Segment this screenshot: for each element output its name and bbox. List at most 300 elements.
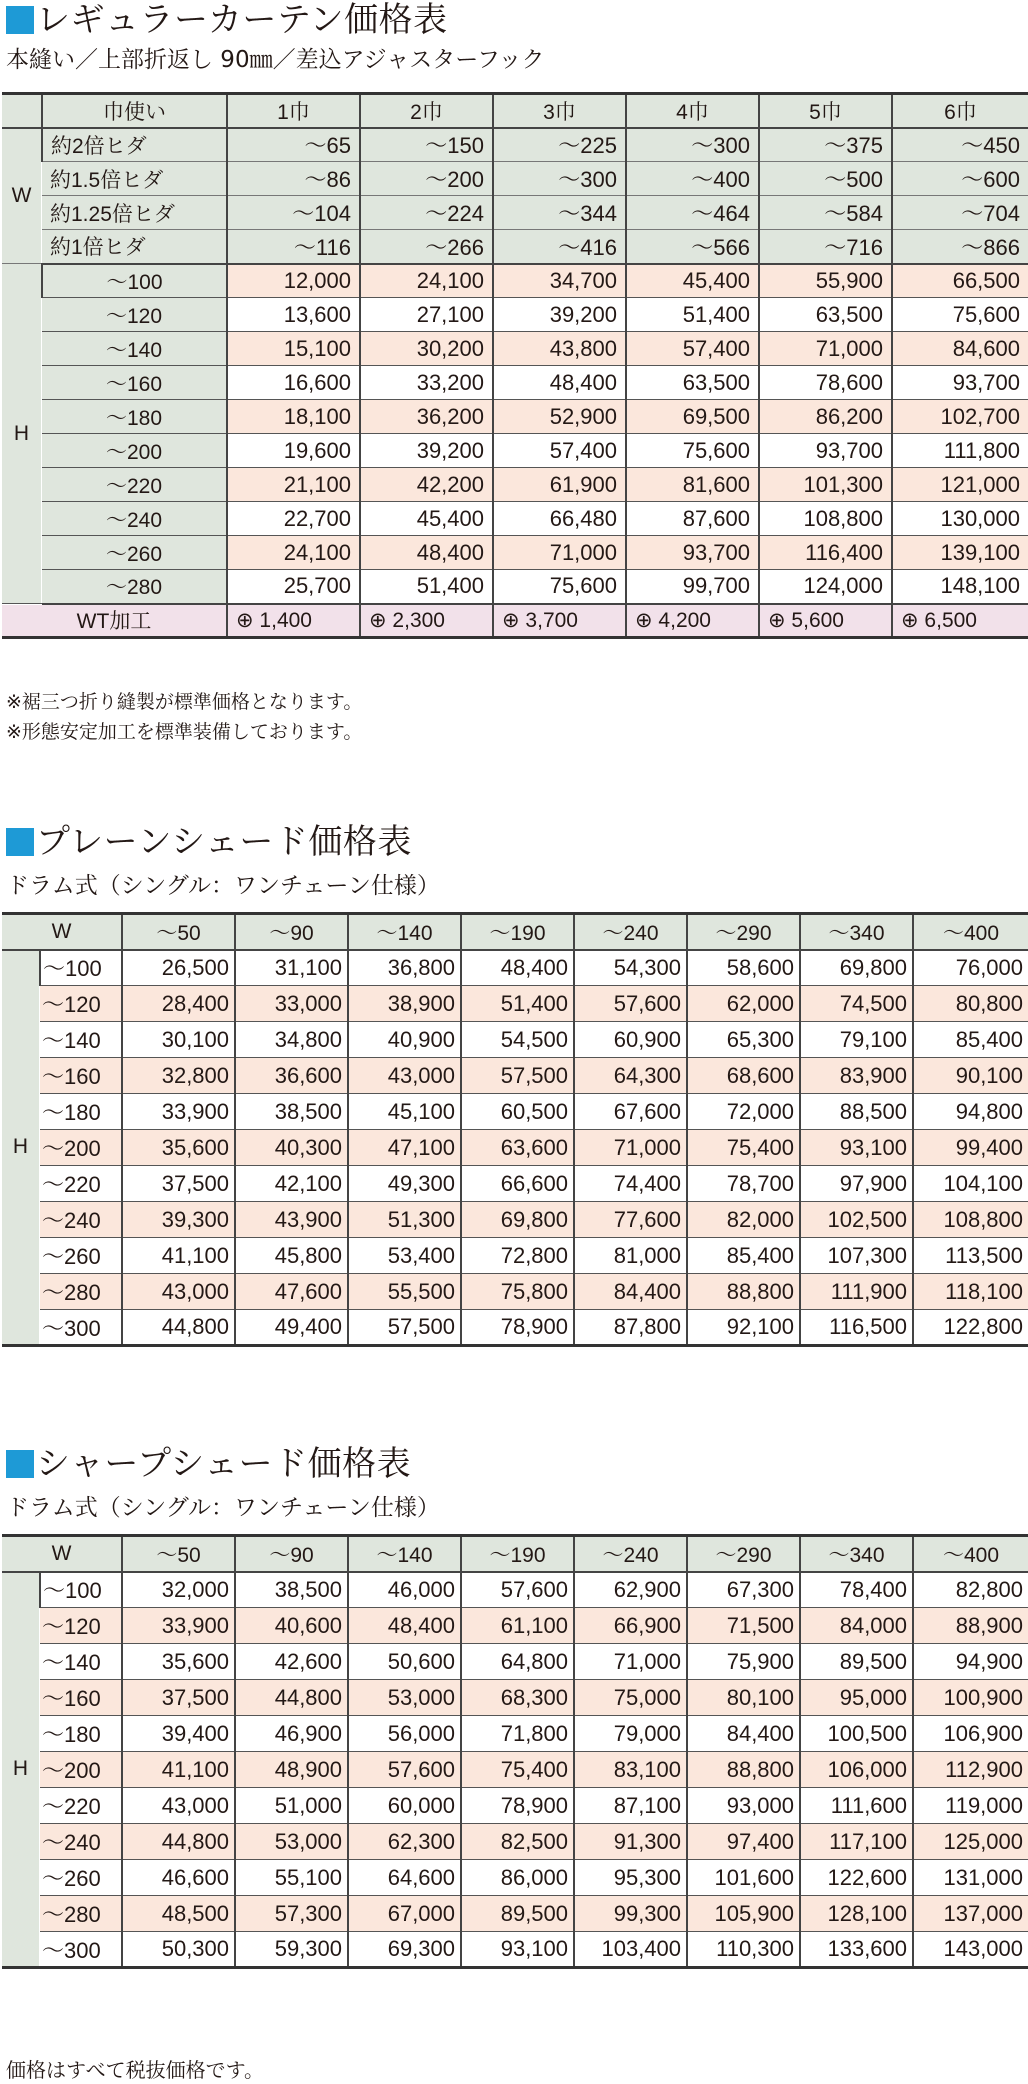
- column-header: ～50: [122, 914, 235, 950]
- table-cell: 71,000: [493, 536, 626, 570]
- column-header: ～400: [913, 1536, 1028, 1572]
- plain-title: プレーンシェード価格表: [6, 822, 412, 862]
- table-cell: 35,600: [122, 1644, 235, 1680]
- table-cell: 81,600: [626, 468, 759, 502]
- blue-square-icon: [6, 828, 34, 856]
- regular-subtitle: 本縫い／上部折返し 90㎜／差込アジャスターフック: [6, 47, 545, 73]
- table-cell: 87,600: [626, 502, 759, 536]
- row-label: ～140: [40, 1022, 122, 1058]
- table-row: [2, 298, 1028, 332]
- table-cell: ～464: [626, 196, 759, 230]
- table-cell: 59,300: [235, 1932, 348, 1968]
- table-cell: 37,500: [122, 1166, 235, 1202]
- table-cell: ～116: [227, 230, 360, 264]
- table-cell: 71,000: [574, 1130, 687, 1166]
- table-cell: 79,000: [574, 1716, 687, 1752]
- table-cell: 75,000: [574, 1680, 687, 1716]
- table-cell: 78,700: [687, 1166, 800, 1202]
- column-header: ～140: [348, 1536, 461, 1572]
- table-cell: 105,900: [687, 1896, 800, 1932]
- corner-blank: [2, 94, 42, 128]
- table-cell: 42,100: [235, 1166, 348, 1202]
- table-cell: 50,300: [122, 1932, 235, 1968]
- table-cell: 117,100: [800, 1824, 913, 1860]
- table-cell: 122,600: [800, 1860, 913, 1896]
- table-cell: ～500: [759, 162, 892, 196]
- table-cell: 35,600: [122, 1130, 235, 1166]
- table-row: [2, 1130, 1028, 1166]
- row-label: ～300: [40, 1932, 122, 1968]
- table-cell: 39,400: [122, 1716, 235, 1752]
- row-label: ～240: [42, 502, 227, 536]
- table-cell: 45,800: [235, 1238, 348, 1274]
- table-row: [2, 1644, 1028, 1680]
- column-header: ～140: [348, 914, 461, 950]
- table-cell: 38,500: [235, 1572, 348, 1608]
- table-cell: ～150: [360, 128, 493, 162]
- table-row: [2, 536, 1028, 570]
- table-cell: 65,300: [687, 1022, 800, 1058]
- column-header: W: [2, 914, 122, 950]
- table-cell: 57,600: [461, 1572, 574, 1608]
- table-cell: 36,800: [348, 950, 461, 986]
- table-cell: 38,900: [348, 986, 461, 1022]
- table-cell: 93,700: [626, 536, 759, 570]
- row-label: ～180: [40, 1094, 122, 1130]
- table-cell: 78,900: [461, 1788, 574, 1824]
- table-row: [2, 1932, 1028, 1968]
- table-cell: 46,000: [348, 1572, 461, 1608]
- table-cell: 80,800: [913, 986, 1028, 1022]
- table-cell: 143,000: [913, 1932, 1028, 1968]
- table-cell: 119,000: [913, 1788, 1028, 1824]
- column-header: ～290: [687, 1536, 800, 1572]
- table-cell: 72,000: [687, 1094, 800, 1130]
- table-cell: 75,600: [493, 570, 626, 604]
- table-cell: ～344: [493, 196, 626, 230]
- table-cell: 19,600: [227, 434, 360, 468]
- table-cell: 69,800: [800, 950, 913, 986]
- table-cell: 13,600: [227, 298, 360, 332]
- table-cell: 45,400: [360, 502, 493, 536]
- table-cell: 108,800: [913, 1202, 1028, 1238]
- table-cell: 51,400: [626, 298, 759, 332]
- table-cell: 66,900: [574, 1608, 687, 1644]
- table-cell: 18,100: [227, 400, 360, 434]
- table-cell: 26,500: [122, 950, 235, 986]
- table-row: [2, 1058, 1028, 1094]
- wt-cell: ⊕ 3,700: [493, 604, 626, 638]
- row-label: 約1倍ヒダ: [42, 230, 227, 264]
- table-row: [2, 570, 1028, 604]
- column-header: 6巾: [892, 94, 1028, 128]
- row-label: ～200: [40, 1752, 122, 1788]
- table-cell: 49,400: [235, 1310, 348, 1346]
- table-cell: 81,000: [574, 1238, 687, 1274]
- table-cell: 139,100: [892, 536, 1028, 570]
- column-header: 1巾: [227, 94, 360, 128]
- row-label: ～240: [40, 1824, 122, 1860]
- table-cell: 83,900: [800, 1058, 913, 1094]
- table-cell: 87,800: [574, 1310, 687, 1346]
- width-row: [2, 128, 1028, 162]
- row-label: ～160: [40, 1058, 122, 1094]
- table-cell: 67,000: [348, 1896, 461, 1932]
- table-cell: 32,800: [122, 1058, 235, 1094]
- row-label: ～220: [42, 468, 227, 502]
- table-cell: 49,300: [348, 1166, 461, 1202]
- column-header: ～240: [574, 914, 687, 950]
- table-row: [2, 1094, 1028, 1130]
- column-header: ～400: [913, 914, 1028, 950]
- table-cell: 57,400: [626, 332, 759, 366]
- table-cell: 104,100: [913, 1166, 1028, 1202]
- table-cell: 93,700: [892, 366, 1028, 400]
- table-cell: ～104: [227, 196, 360, 230]
- table-cell: ～600: [892, 162, 1028, 196]
- table-cell: 72,800: [461, 1238, 574, 1274]
- table-cell: 44,800: [122, 1310, 235, 1346]
- table-cell: 53,000: [235, 1824, 348, 1860]
- table-cell: 28,400: [122, 986, 235, 1022]
- wt-cell: ⊕ 1,400: [227, 604, 360, 638]
- table-cell: ～566: [626, 230, 759, 264]
- table-cell: 93,100: [800, 1130, 913, 1166]
- table-cell: 78,600: [759, 366, 892, 400]
- table-cell: 54,300: [574, 950, 687, 986]
- row-label: ～140: [42, 332, 227, 366]
- table-cell: 48,500: [122, 1896, 235, 1932]
- table-cell: 36,200: [360, 400, 493, 434]
- axis-label-h: H: [2, 950, 40, 1346]
- table-cell: 37,500: [122, 1680, 235, 1716]
- table-cell: 43,900: [235, 1202, 348, 1238]
- table-cell: 78,900: [461, 1310, 574, 1346]
- table-cell: 92,100: [687, 1310, 800, 1346]
- table-row: [2, 502, 1028, 536]
- table-row: [2, 1608, 1028, 1644]
- table-cell: 106,900: [913, 1716, 1028, 1752]
- table-cell: 111,900: [800, 1274, 913, 1310]
- table-cell: 42,600: [235, 1644, 348, 1680]
- table-cell: 75,900: [687, 1644, 800, 1680]
- note-hem: ※裾三つ折り縫製が標準価格となります。: [6, 691, 363, 713]
- table-cell: 41,100: [122, 1752, 235, 1788]
- table-cell: 12,000: [227, 264, 360, 298]
- column-header: ～240: [574, 1536, 687, 1572]
- table-row: [2, 332, 1028, 366]
- note-shape: ※形態安定加工を標準装備しております。: [6, 721, 363, 743]
- table-cell: 75,800: [461, 1274, 574, 1310]
- table-cell: 63,500: [759, 298, 892, 332]
- table-cell: 113,500: [913, 1238, 1028, 1274]
- header-row: [2, 914, 1028, 950]
- table-cell: 67,600: [574, 1094, 687, 1130]
- row-label: ～120: [42, 298, 227, 332]
- table-cell: 53,400: [348, 1238, 461, 1274]
- table-cell: 39,200: [493, 298, 626, 332]
- table-row: [2, 1202, 1028, 1238]
- table-cell: ～86: [227, 162, 360, 196]
- table-cell: 52,900: [493, 400, 626, 434]
- table-cell: 22,700: [227, 502, 360, 536]
- row-label: 約1.25倍ヒダ: [42, 196, 227, 230]
- table-row: [2, 1716, 1028, 1752]
- table-cell: 74,500: [800, 986, 913, 1022]
- table-cell: 125,000: [913, 1824, 1028, 1860]
- row-label: ～120: [40, 1608, 122, 1644]
- table-cell: ～65: [227, 128, 360, 162]
- table-cell: 86,000: [461, 1860, 574, 1896]
- table-cell: 47,100: [348, 1130, 461, 1166]
- table-cell: 93,700: [759, 434, 892, 468]
- table-cell: 82,500: [461, 1824, 574, 1860]
- table-row: [2, 1166, 1028, 1202]
- table-cell: ～716: [759, 230, 892, 264]
- table-cell: 62,900: [574, 1572, 687, 1608]
- table-cell: 66,480: [493, 502, 626, 536]
- table-cell: 103,400: [574, 1932, 687, 1968]
- table-cell: 84,000: [800, 1608, 913, 1644]
- table-cell: 41,100: [122, 1238, 235, 1274]
- table-cell: 89,500: [461, 1896, 574, 1932]
- row-label: ～240: [40, 1202, 122, 1238]
- wt-cell: ⊕ 2,300: [360, 604, 493, 638]
- column-header: W: [2, 1536, 122, 1572]
- footer-note: 価格はすべて税抜価格です。: [6, 2058, 264, 2082]
- table-cell: 71,500: [687, 1608, 800, 1644]
- axis-label-w: W: [2, 128, 42, 264]
- wt-cell: ⊕ 4,200: [626, 604, 759, 638]
- table-cell: 40,900: [348, 1022, 461, 1058]
- table-cell: 148,100: [892, 570, 1028, 604]
- table-cell: 54,500: [461, 1022, 574, 1058]
- table-cell: 48,900: [235, 1752, 348, 1788]
- table-cell: 108,800: [759, 502, 892, 536]
- column-header: 4巾: [626, 94, 759, 128]
- table-cell: 84,600: [892, 332, 1028, 366]
- table-cell: 51,000: [235, 1788, 348, 1824]
- row-label: ～180: [40, 1716, 122, 1752]
- table-cell: 38,500: [235, 1094, 348, 1130]
- table-cell: 61,100: [461, 1608, 574, 1644]
- table-cell: 34,700: [493, 264, 626, 298]
- table-cell: 46,900: [235, 1716, 348, 1752]
- table-row: [2, 434, 1028, 468]
- table-cell: 51,400: [360, 570, 493, 604]
- table-cell: 43,000: [348, 1058, 461, 1094]
- table-cell: 33,200: [360, 366, 493, 400]
- table-cell: 71,800: [461, 1716, 574, 1752]
- table-row: [2, 1238, 1028, 1274]
- row-label: ～280: [40, 1896, 122, 1932]
- table-cell: 60,900: [574, 1022, 687, 1058]
- table-cell: 88,900: [913, 1608, 1028, 1644]
- table-cell: 48,400: [348, 1608, 461, 1644]
- column-header: 5巾: [759, 94, 892, 128]
- table-cell: 85,400: [913, 1022, 1028, 1058]
- width-row: [2, 162, 1028, 196]
- table-cell: 51,300: [348, 1202, 461, 1238]
- table-cell: 94,800: [913, 1094, 1028, 1130]
- width-row: [2, 230, 1028, 264]
- table-cell: 101,600: [687, 1860, 800, 1896]
- table-cell: 84,400: [687, 1716, 800, 1752]
- table-cell: 75,400: [687, 1130, 800, 1166]
- table-cell: 137,000: [913, 1896, 1028, 1932]
- table-row: [2, 400, 1028, 434]
- table-cell: 64,600: [348, 1860, 461, 1896]
- column-header: ～190: [461, 914, 574, 950]
- width-row: [2, 196, 1028, 230]
- table-cell: 79,100: [800, 1022, 913, 1058]
- table-cell: 42,200: [360, 468, 493, 502]
- table-row: [2, 950, 1028, 986]
- table-cell: 75,600: [626, 434, 759, 468]
- table-cell: 68,600: [687, 1058, 800, 1094]
- table-cell: 88,800: [687, 1752, 800, 1788]
- table-row: [2, 1572, 1028, 1608]
- table-row: [2, 986, 1028, 1022]
- row-label: ～100: [40, 950, 122, 986]
- table-cell: ～200: [360, 162, 493, 196]
- table-cell: 133,600: [800, 1932, 913, 1968]
- table-cell: 131,000: [913, 1860, 1028, 1896]
- table-cell: 83,100: [574, 1752, 687, 1788]
- table-cell: 55,100: [235, 1860, 348, 1896]
- table-cell: ～300: [493, 162, 626, 196]
- table-cell: 102,700: [892, 400, 1028, 434]
- table-row: [2, 264, 1028, 298]
- column-header: ～190: [461, 1536, 574, 1572]
- table-cell: 69,800: [461, 1202, 574, 1238]
- table-cell: 39,200: [360, 434, 493, 468]
- table-cell: 27,100: [360, 298, 493, 332]
- blue-square-icon: [6, 6, 34, 34]
- blue-square-icon: [6, 1450, 34, 1478]
- table-row: [2, 1310, 1028, 1346]
- table-cell: ～416: [493, 230, 626, 264]
- table-cell: ～224: [360, 196, 493, 230]
- column-header: ～340: [800, 914, 913, 950]
- table-cell: 48,400: [360, 536, 493, 570]
- plain-price-table: [2, 912, 1028, 1347]
- table-cell: 88,800: [687, 1274, 800, 1310]
- table-cell: 111,800: [892, 434, 1028, 468]
- table-cell: 106,000: [800, 1752, 913, 1788]
- table-cell: ～225: [493, 128, 626, 162]
- table-cell: 58,600: [687, 950, 800, 986]
- table-cell: 48,400: [493, 366, 626, 400]
- table-cell: 82,800: [913, 1572, 1028, 1608]
- table-cell: 99,400: [913, 1130, 1028, 1166]
- table-row: [2, 468, 1028, 502]
- table-cell: ～400: [626, 162, 759, 196]
- table-cell: 93,000: [687, 1788, 800, 1824]
- table-cell: 69,500: [626, 400, 759, 434]
- table-cell: 44,800: [235, 1680, 348, 1716]
- table-row: [2, 1022, 1028, 1058]
- table-cell: 21,100: [227, 468, 360, 502]
- table-cell: 47,600: [235, 1274, 348, 1310]
- table-cell: ～300: [626, 128, 759, 162]
- table-cell: 56,000: [348, 1716, 461, 1752]
- row-label: ～200: [40, 1130, 122, 1166]
- table-cell: 75,600: [892, 298, 1028, 332]
- table-cell: 87,100: [574, 1788, 687, 1824]
- table-cell: 55,500: [348, 1274, 461, 1310]
- plain-subtitle: ドラム式（シングル：ワンチェーン仕様）: [6, 873, 440, 899]
- table-cell: 71,000: [574, 1644, 687, 1680]
- table-cell: 80,100: [687, 1680, 800, 1716]
- wt-cell: ⊕ 6,500: [892, 604, 1028, 638]
- table-cell: ～866: [892, 230, 1028, 264]
- table-cell: 82,000: [687, 1202, 800, 1238]
- row-label: ～100: [42, 264, 227, 298]
- table-cell: 99,700: [626, 570, 759, 604]
- table-cell: 40,300: [235, 1130, 348, 1166]
- table-cell: 30,200: [360, 332, 493, 366]
- header-row: [2, 94, 1028, 128]
- table-cell: 122,800: [913, 1310, 1028, 1346]
- header-row: [2, 1536, 1028, 1572]
- table-cell: 15,100: [227, 332, 360, 366]
- table-cell: 102,500: [800, 1202, 913, 1238]
- table-cell: 50,600: [348, 1644, 461, 1680]
- table-cell: 68,300: [461, 1680, 574, 1716]
- table-cell: 90,100: [913, 1058, 1028, 1094]
- table-row: [2, 1896, 1028, 1932]
- table-cell: ～704: [892, 196, 1028, 230]
- table-cell: 86,200: [759, 400, 892, 434]
- table-cell: 85,400: [687, 1238, 800, 1274]
- axis-label-h: H: [2, 1572, 40, 1968]
- table-cell: 31,100: [235, 950, 348, 986]
- table-cell: 118,100: [913, 1274, 1028, 1310]
- table-cell: 39,300: [122, 1202, 235, 1238]
- table-cell: 100,900: [913, 1680, 1028, 1716]
- table-cell: 40,600: [235, 1608, 348, 1644]
- sharp-title: シャープシェード価格表: [6, 1444, 411, 1484]
- column-header: 巾使い: [42, 94, 227, 128]
- row-label: 約1.5倍ヒダ: [42, 162, 227, 196]
- wt-label: WT加工: [2, 604, 227, 638]
- table-cell: 60,500: [461, 1094, 574, 1130]
- table-cell: 64,800: [461, 1644, 574, 1680]
- row-label: ～260: [40, 1238, 122, 1274]
- table-cell: 51,400: [461, 986, 574, 1022]
- row-label: ～220: [40, 1166, 122, 1202]
- table-cell: 45,400: [626, 264, 759, 298]
- table-cell: 16,600: [227, 366, 360, 400]
- table-row: [2, 1860, 1028, 1896]
- table-cell: 33,000: [235, 986, 348, 1022]
- table-cell: ～375: [759, 128, 892, 162]
- wt-row: [2, 604, 1028, 638]
- table-cell: ～584: [759, 196, 892, 230]
- table-cell: 95,300: [574, 1860, 687, 1896]
- regular-price-table: [2, 92, 1028, 639]
- table-cell: 30,100: [122, 1022, 235, 1058]
- table-cell: 34,800: [235, 1022, 348, 1058]
- table-cell: 75,400: [461, 1752, 574, 1788]
- table-row: [2, 1274, 1028, 1310]
- row-label: 約2倍ヒダ: [42, 128, 227, 162]
- table-cell: 62,300: [348, 1824, 461, 1860]
- sharp-price-table: [2, 1534, 1028, 1969]
- table-cell: 107,300: [800, 1238, 913, 1274]
- table-cell: ～450: [892, 128, 1028, 162]
